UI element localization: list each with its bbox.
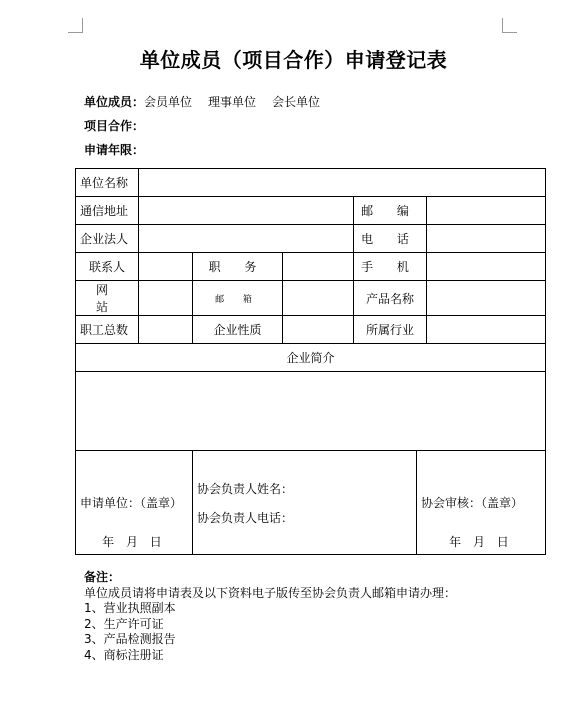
phone-field[interactable] [427,225,546,253]
registration-form-table [75,168,546,555]
phone-label: 电 话 [354,225,427,253]
intro-section-header: 企业简介 [76,344,546,372]
member-type-row [84,93,336,110]
mobile-field[interactable] [427,253,546,281]
notes-instruction: 单位成员请将申请表及以下资料电子版传至协会负责人邮箱申请办理： [84,585,457,600]
member-option-director: 理事单位 [208,95,257,109]
company-type-label: 企业性质 [193,316,283,344]
notes-item: 2、生产许可证 [84,616,164,631]
member-option-member: 会员单位 [144,95,193,109]
employees-field[interactable] [139,316,193,344]
website-field[interactable] [139,281,193,316]
notes-section [84,570,456,663]
company-type-field[interactable] [283,316,354,344]
postcode-field[interactable] [427,197,546,225]
website-label: 网 站 [76,281,139,316]
page-corner-mark-left [68,18,83,33]
mobile-label: 手 机 [354,253,427,281]
period-row [84,141,144,158]
assoc-review-date: 年 月 日 [449,535,513,549]
apply-unit-label: 申请单位：（盖章） [80,496,183,510]
email-label: 邮 箱 [193,281,283,316]
position-label: 职 务 [193,253,283,281]
legal-person-label: 企业法人 [76,225,139,253]
notes-heading: 备注： [84,570,121,584]
intro-field[interactable] [76,372,546,451]
company-name-field[interactable] [139,169,546,197]
assoc-review-label: 协会审核：（盖章） [421,496,524,510]
assoc-review-cell[interactable] [417,451,546,555]
company-name-label: 单位名称 [76,169,139,197]
apply-unit-date: 年 月 日 [102,535,166,549]
product-name-field[interactable] [427,281,546,316]
document-title: 单位成员（项目合作）申请登记表 [139,48,448,72]
address-field[interactable] [139,197,354,225]
contact-label: 联系人 [76,253,139,281]
employees-label: 职工总数 [76,316,139,344]
notes-item: 1、营业执照副本 [84,601,176,615]
product-name-label: 产品名称 [354,281,427,316]
position-field[interactable] [283,253,354,281]
address-label: 通信地址 [76,197,139,225]
project-label: 项目合作： [84,119,145,133]
apply-unit-cell[interactable] [76,451,193,555]
notes-item: 3、产品检测报告 [84,632,176,646]
assoc-name-label: 协会负责人姓名： [197,481,294,496]
industry-field[interactable] [427,316,546,344]
page-corner-mark-right [502,18,517,33]
email-field[interactable] [283,281,354,316]
member-type-label: 单位成员： [84,95,145,109]
period-label: 申请年限： [84,143,145,157]
contact-field[interactable] [139,253,193,281]
legal-person-field[interactable] [139,225,354,253]
industry-label: 所属行业 [354,316,427,344]
assoc-phone-label: 协会负责人电话： [197,510,294,525]
assoc-contact-cell[interactable] [193,451,417,555]
project-row [84,117,144,134]
postcode-label: 邮 编 [354,197,427,225]
member-option-president: 会长单位 [272,95,321,109]
notes-item: 4、商标注册证 [84,647,164,662]
